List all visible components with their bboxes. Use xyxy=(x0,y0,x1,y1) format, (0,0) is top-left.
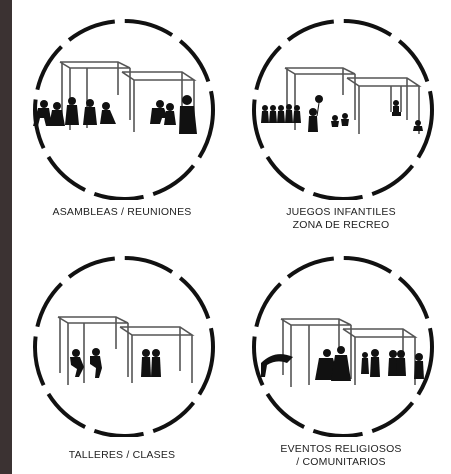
dashed-view-circle xyxy=(35,258,213,436)
talleres-diagram xyxy=(12,237,232,437)
panel-eventos xyxy=(231,237,451,474)
panel-talleres xyxy=(12,237,232,474)
caption-eventos: EVENTOS RELIGIOSOS / COMUNITARIOS xyxy=(280,443,402,468)
juegos-diagram xyxy=(231,0,451,200)
asambleas-diagram xyxy=(12,0,232,200)
children-silhouettes xyxy=(261,95,423,132)
panel-juegos xyxy=(231,0,451,237)
people-silhouettes xyxy=(33,95,197,134)
caption-asambleas: ASAMBLEAS / REUNIONES xyxy=(52,206,192,218)
eventos-diagram xyxy=(231,237,451,437)
caption-juegos: JUEGOS INFANTILES ZONA DE RECREO xyxy=(286,206,396,231)
people-silhouettes xyxy=(261,346,424,381)
panel-asambleas xyxy=(12,0,232,237)
caption-talleres: TALLERES / CLASES xyxy=(68,449,176,461)
canopy-structure xyxy=(285,68,419,134)
left-edge-strip xyxy=(0,0,12,474)
